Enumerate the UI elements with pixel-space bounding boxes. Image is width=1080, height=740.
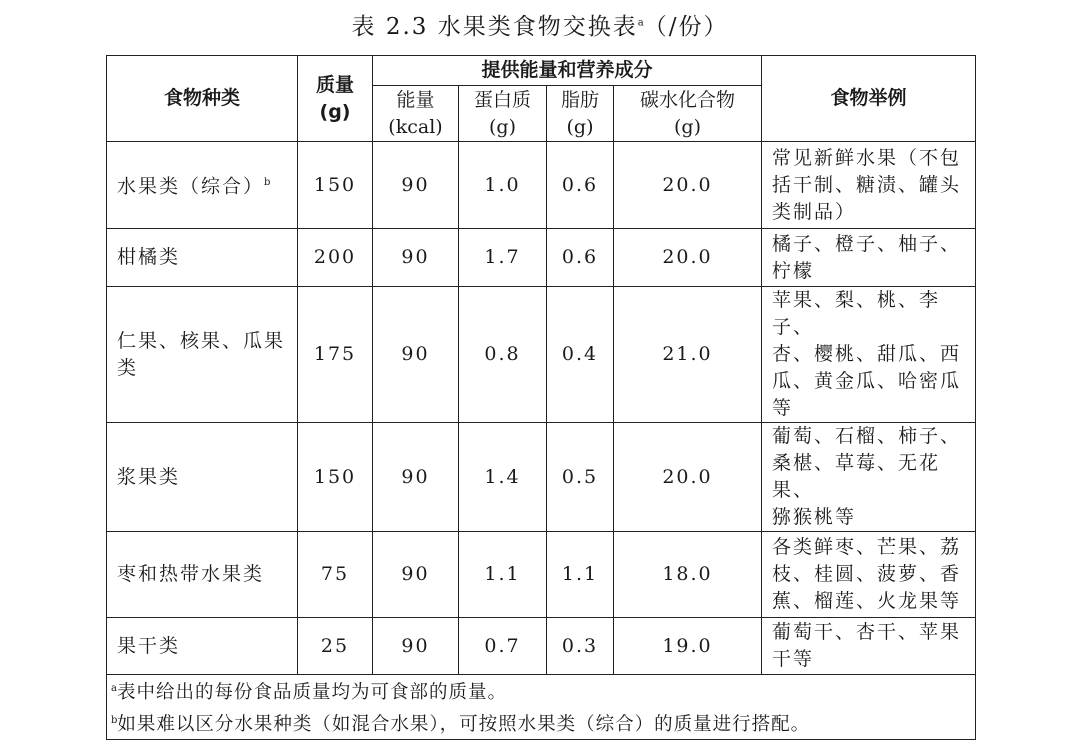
header-mass-label: 质量	[315, 73, 354, 96]
header-fat-label: 脂肪	[560, 88, 599, 111]
food-type-line: 类	[117, 356, 139, 379]
footnote-row	[107, 675, 976, 740]
cell-protein: 1.1	[459, 532, 547, 618]
cell-energy: 90	[373, 229, 459, 287]
footnote-mark: b	[111, 715, 118, 727]
cell-mass: 175	[298, 287, 373, 423]
example-line: 柠檬	[772, 259, 815, 282]
example-line: 瓜、黄金瓜、哈密瓜	[772, 370, 962, 392]
footnote-text: 如果难以区分水果种类（如混合水果），可按照水果类（综合）的质量进行搭配。	[117, 714, 811, 736]
header-carb	[614, 86, 762, 142]
example-line: 苹果、梨、桃、李子、	[772, 289, 941, 338]
header-mass	[298, 56, 373, 142]
cell-carb: 18.0	[614, 532, 762, 618]
example-line: 干等	[772, 648, 815, 670]
cell-fat: 0.4	[547, 287, 614, 423]
table-title-text: 表 2.3 水果类食物交换表	[351, 14, 638, 40]
example-line: 猕猴桃等	[772, 506, 857, 528]
cell-food-type: 浆果类	[107, 423, 298, 532]
cell-carb: 20.0	[614, 423, 762, 532]
cell-fat: 0.3	[547, 618, 614, 675]
cell-mass: 150	[298, 423, 373, 532]
cell-carb: 21.0	[614, 287, 762, 423]
cell-food-type: 柑橘类	[107, 229, 298, 287]
cell-examples	[762, 229, 976, 287]
header-mass-unit: (g)	[319, 100, 351, 123]
example-line: 葡萄干、杏干、苹果	[772, 621, 962, 643]
header-protein-label: 蛋白质	[473, 88, 531, 111]
cell-energy: 90	[373, 287, 459, 423]
cell-mass: 75	[298, 532, 373, 618]
cell-examples	[762, 142, 976, 229]
cell-carb: 20.0	[614, 229, 762, 287]
table-title-unit: （/份）	[643, 14, 729, 40]
header-examples: 食物举例	[762, 56, 976, 142]
footnotes	[107, 675, 976, 740]
table-row	[107, 287, 976, 423]
cell-energy: 90	[373, 423, 459, 532]
header-protein	[459, 86, 547, 142]
cell-examples	[762, 532, 976, 618]
cell-mass: 25	[298, 618, 373, 675]
row-footnote-mark: b	[264, 177, 271, 189]
cell-protein: 1.0	[459, 142, 547, 229]
cell-fat: 0.6	[547, 142, 614, 229]
fruit-exchange-table	[106, 55, 976, 740]
table-row	[107, 618, 976, 675]
cell-protein: 0.8	[459, 287, 547, 423]
cell-fat: 1.1	[547, 532, 614, 618]
header-fat-unit: (g)	[566, 115, 594, 138]
table-title	[0, 8, 1080, 41]
cell-fat: 0.5	[547, 423, 614, 532]
cell-examples	[762, 287, 976, 423]
cell-mass: 150	[298, 142, 373, 229]
header-carb-unit: (g)	[674, 115, 701, 138]
table-row	[107, 229, 976, 287]
header-carb-label: 碳水化合物	[640, 88, 736, 111]
food-type-line: 仁果、核果、瓜果	[117, 329, 286, 352]
footnote-b	[111, 707, 975, 739]
example-line: 桑椹、草莓、无花果、	[772, 452, 941, 501]
example-line: 蕉、榴莲、火龙果等	[772, 590, 962, 612]
title-footnote-mark: a	[637, 17, 644, 29]
cell-food-type	[107, 142, 298, 229]
cell-food-type: 枣和热带水果类	[107, 532, 298, 618]
food-type-name: 水果类（综合）	[117, 175, 265, 198]
cell-food-type	[107, 287, 298, 423]
cell-examples	[762, 618, 976, 675]
example-line: 橘子、橙子、柚子、	[772, 232, 962, 255]
example-line: 类制品）	[772, 200, 857, 223]
header-food-type: 食物种类	[107, 56, 298, 142]
cell-protein: 1.4	[459, 423, 547, 532]
header-fat	[547, 86, 614, 142]
example-line: 枝、桂圆、菠萝、香	[772, 563, 962, 585]
header-energy	[373, 86, 459, 142]
cell-protein: 0.7	[459, 618, 547, 675]
example-line: 常见新鲜水果（不包	[772, 146, 962, 169]
cell-carb: 20.0	[614, 142, 762, 229]
cell-energy: 90	[373, 618, 459, 675]
table-row	[107, 142, 976, 229]
cell-carb: 19.0	[614, 618, 762, 675]
example-line: 杏、樱桃、甜瓜、西	[772, 343, 962, 365]
footnote-mark: a	[111, 683, 117, 694]
cell-fat: 0.6	[547, 229, 614, 287]
header-protein-unit: (g)	[489, 115, 516, 138]
header-energy-label: 能量	[396, 88, 435, 111]
cell-food-type: 果干类	[107, 618, 298, 675]
header-energy-unit: (kcal)	[388, 115, 443, 138]
example-line: 葡萄、石榴、柿子、	[772, 425, 962, 447]
example-line: 等	[772, 397, 794, 419]
table-row	[107, 423, 976, 532]
cell-examples	[762, 423, 976, 532]
footnote-a	[111, 675, 975, 707]
cell-energy: 90	[373, 532, 459, 618]
cell-protein: 1.7	[459, 229, 547, 287]
cell-mass: 200	[298, 229, 373, 287]
header-provides: 提供能量和营养成分	[373, 56, 762, 86]
example-line: 各类鲜枣、芒果、荔	[772, 536, 962, 558]
table-row	[107, 532, 976, 618]
example-line: 括干制、糖渍、罐头	[772, 173, 962, 196]
footnote-text: 表中给出的每份食品质量均为可食部的质量。	[116, 682, 507, 704]
cell-energy: 90	[373, 142, 459, 229]
